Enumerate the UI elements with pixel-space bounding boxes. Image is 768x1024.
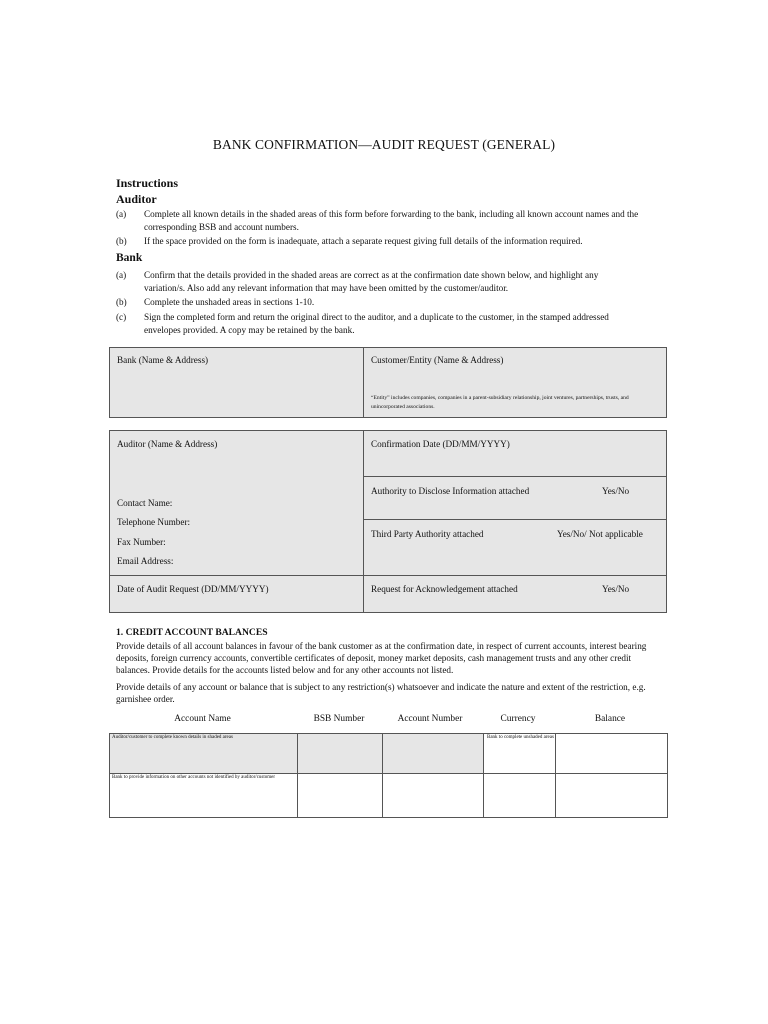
row-divider <box>110 773 667 774</box>
item-label: (b) <box>116 236 127 246</box>
row1-note: Auditor/customer to complete known details in shaded areas <box>112 735 233 740</box>
item-label: (b) <box>116 297 127 307</box>
divider <box>110 575 666 576</box>
entity-note: “Entity” includes companies, companies in a parent-subsidiary relationship, joint ventures, partnerships, trusts, and unincorporated associations. <box>371 395 629 410</box>
divider <box>363 519 666 520</box>
item-text: If the space provided on the form is inadequate, attach a separate request giving full details of the information required. <box>144 236 583 246</box>
third-party-label: Third Party Authority attached <box>371 529 484 539</box>
item-text: Complete the unshaded areas in sections 1-10. <box>144 297 315 307</box>
bank-instruction-c <box>116 311 641 336</box>
divider <box>363 348 364 417</box>
instructions-heading: Instructions <box>116 176 179 190</box>
item-label: (a) <box>116 209 127 219</box>
section-1-paragraph-2: Provide details of any account or balance that is subject to any restriction(s) whatsoever and indicate the nature and extent of the restriction, e.g. garnishee order. <box>116 682 646 705</box>
third-party-option[interactable]: Yes/No/ Not applicable <box>557 529 643 539</box>
email-field[interactable]: Email Address: <box>117 556 174 566</box>
col-account-number: Account Number <box>397 714 463 724</box>
divider <box>363 431 364 612</box>
col-divider <box>483 734 484 817</box>
col-divider <box>297 734 298 817</box>
contact-name-field[interactable]: Contact Name: <box>117 498 173 508</box>
ack-request-option[interactable]: Yes/No <box>602 584 630 594</box>
divider <box>363 476 666 477</box>
auditor-name-address-field[interactable]: Auditor (Name & Address) <box>117 439 218 449</box>
credit-accounts-table <box>109 733 668 818</box>
bank-instruction-b <box>116 296 641 309</box>
bank-customer-box <box>109 347 667 418</box>
col-currency: Currency <box>500 714 536 724</box>
col-divider <box>555 734 556 817</box>
section-1-paragraph-1: Provide details of all account balances in favour of the bank customer as at the confirmation date, in respect of current accounts, interest bearing deposits, foreign currency accounts, convertible certificates of deposit, money market deposits, cash management trusts and any other credit balances. Provide details for the accounts listed below and for any other accounts not listed. <box>116 641 647 676</box>
authority-disclose-option[interactable]: Yes/No <box>602 486 630 496</box>
col-account-name: Account Name <box>174 714 231 724</box>
row1-bank-note: Bank to complete unshaded areas <box>487 735 554 740</box>
section-1-title: 1. CREDIT ACCOUNT BALANCES <box>116 627 268 638</box>
item-label: (a) <box>116 270 127 280</box>
telephone-field[interactable]: Telephone Number: <box>117 517 191 527</box>
col-divider <box>382 734 383 817</box>
col-bsb-number: BSB Number <box>313 714 365 724</box>
row2-note: Bank to provide information on other accounts not identified by auditor/customer <box>112 775 276 780</box>
bank-instruction-a <box>116 269 641 294</box>
fax-field[interactable]: Fax Number: <box>117 537 166 547</box>
confirmation-date-field[interactable]: Confirmation Date (DD/MM/YYYY) <box>371 439 510 449</box>
item-text: Complete all known details in the shaded areas of this form before forwarding to the bank, including all known account names and the corresponding BSB and account numbers. <box>144 209 639 232</box>
auditor-details-box <box>109 430 667 613</box>
auditor-instruction-b <box>116 235 641 248</box>
customer-name-address-field[interactable]: Customer/Entity (Name & Address) <box>371 355 504 365</box>
authority-disclose-label: Authority to Disclose Information attached <box>371 486 530 496</box>
item-label: (c) <box>116 312 127 322</box>
audit-request-date-field[interactable]: Date of Audit Request (DD/MM/YYYY) <box>117 584 269 594</box>
bank-name-address-field[interactable]: Bank (Name & Address) <box>117 355 209 365</box>
auditor-heading: Auditor <box>116 192 157 206</box>
item-text: Confirm that the details provided in the shaded areas are correct as at the confirmation date shown below, and highlight any variation/s. Also add any relevant information that may have been omitted by the customer/auditor. <box>144 270 599 293</box>
page-title: BANK CONFIRMATION—AUDIT REQUEST (GENERAL) <box>212 137 556 152</box>
bank-heading: Bank <box>116 252 143 264</box>
ack-request-label: Request for Acknowledgement attached <box>371 584 518 594</box>
auditor-instruction-a <box>116 208 641 233</box>
col-balance: Balance <box>594 714 626 724</box>
item-text: Sign the completed form and return the original direct to the auditor, and a duplicate to the customer, in the stamped addressed envelopes provided. A copy may be retained by the bank. <box>144 312 609 335</box>
